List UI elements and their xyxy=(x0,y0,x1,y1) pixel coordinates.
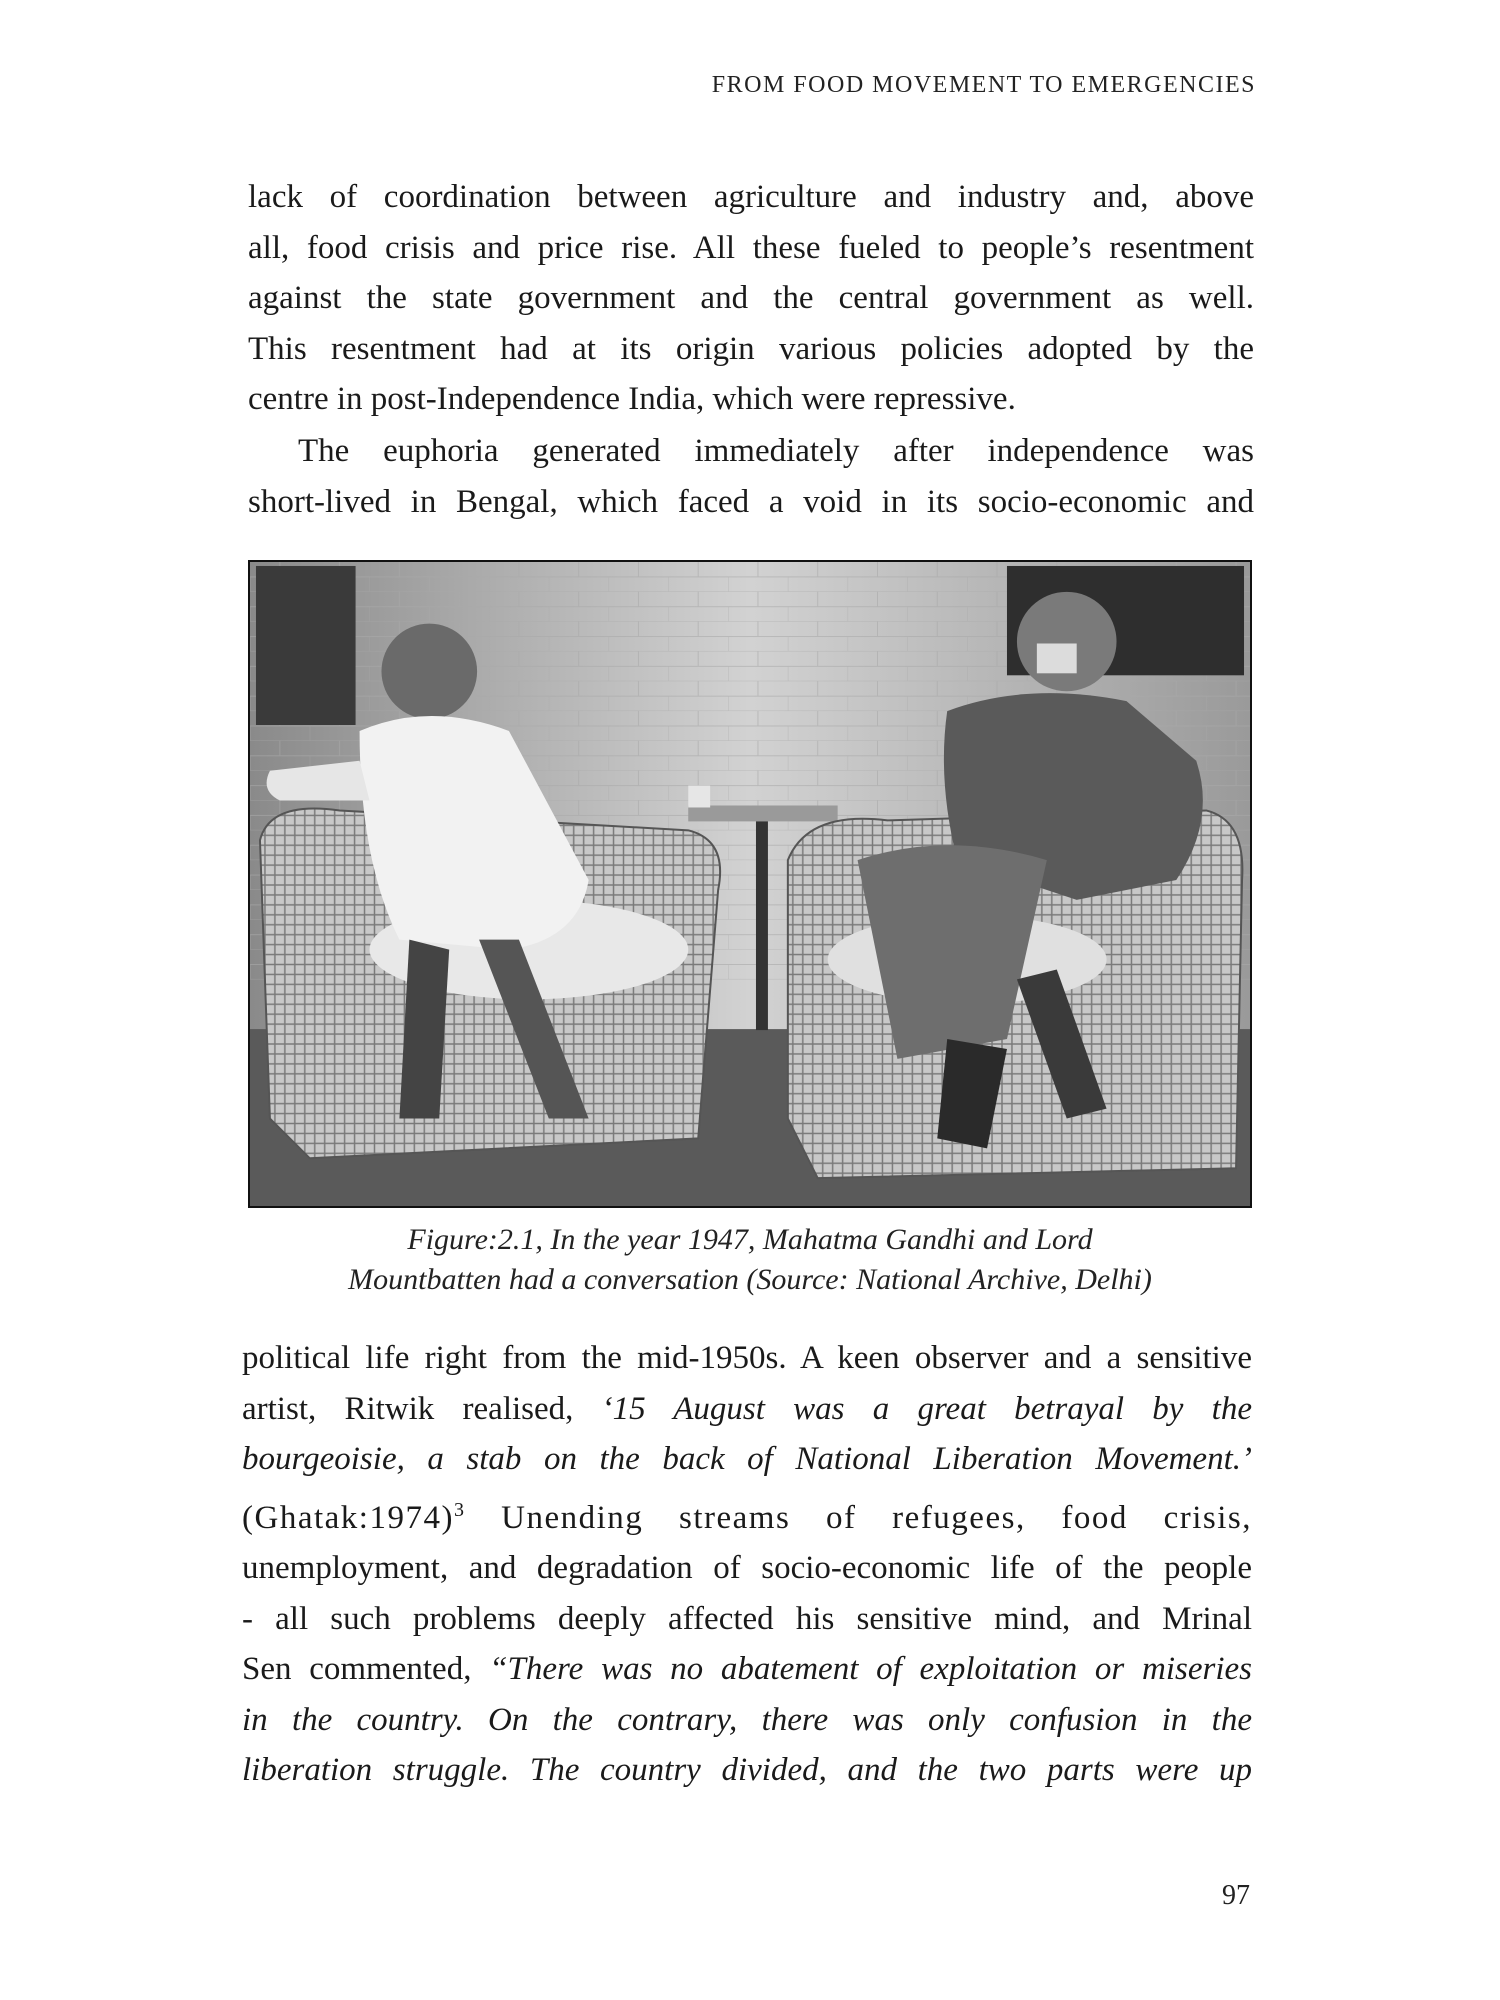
text-line: - all such problems deeply affected his sensitive mind, and Mrinal xyxy=(242,1600,1252,1637)
text-line: unemployment, and degradation of socio-economic life of the people xyxy=(242,1550,1252,1586)
text-line xyxy=(242,1485,1252,1544)
quote-text: bourgeoisie, a stab on the back of National Liberation Movement.’ xyxy=(242,1441,1252,1477)
quote-text: ‘15 August was a great betrayal by the xyxy=(601,1390,1252,1427)
running-head: FROM FOOD MOVEMENT TO EMERGENCIES xyxy=(711,72,1256,98)
footnote-ref: 3 xyxy=(453,1498,466,1521)
text-line: against the state government and the central government as well. xyxy=(248,280,1254,316)
figure-caption xyxy=(248,1220,1252,1300)
caption-line: Figure:2.1, In the year 1947, Mahatma Gandhi and Lord xyxy=(407,1223,1093,1256)
paragraph-3 xyxy=(242,1333,1252,1796)
quote-text: liberation struggle. The country divided, and the two parts were up xyxy=(242,1752,1252,1788)
text-line: lack of coordination between agriculture and industry and, above xyxy=(248,179,1254,215)
text-line xyxy=(242,1384,1252,1435)
text-line: centre in post-Independence India, which were repressive. xyxy=(248,381,1016,417)
figure-photograph xyxy=(248,560,1252,1208)
text-run: Sen commented, xyxy=(242,1651,490,1687)
photo-illustration xyxy=(250,562,1250,1206)
text-line: political life right from the mid-1950s. A keen observer and a sensitive xyxy=(242,1340,1252,1376)
citation: (Ghatak:1974) xyxy=(242,1499,454,1536)
text-line: The euphoria generated immediately after independence was xyxy=(298,433,1254,469)
quote-text: “There was no abatement of exploitation or miseries xyxy=(489,1651,1252,1687)
text-line: all, food crisis and price rise. All these fueled to people’s resentment xyxy=(248,229,1254,266)
text-run: Unending streams of refugees, food crisis, xyxy=(465,1499,1252,1536)
quote-text: in the country. On the contrary, there was only confusion in the xyxy=(242,1701,1252,1738)
text-line xyxy=(242,1644,1252,1695)
text-line: This resentment had at its origin various policies adopted by the xyxy=(248,330,1254,367)
paragraph-1 xyxy=(248,172,1254,425)
caption-line: Mountbatten had a conversation (Source: National Archive, Delhi) xyxy=(348,1263,1152,1296)
text-line: short-lived in Bengal, which faced a void in its socio-economic and xyxy=(248,483,1254,520)
page-number: 97 xyxy=(1222,1880,1250,1911)
text-run: artist, Ritwik realised, xyxy=(242,1390,602,1427)
paragraph-2 xyxy=(248,426,1254,527)
